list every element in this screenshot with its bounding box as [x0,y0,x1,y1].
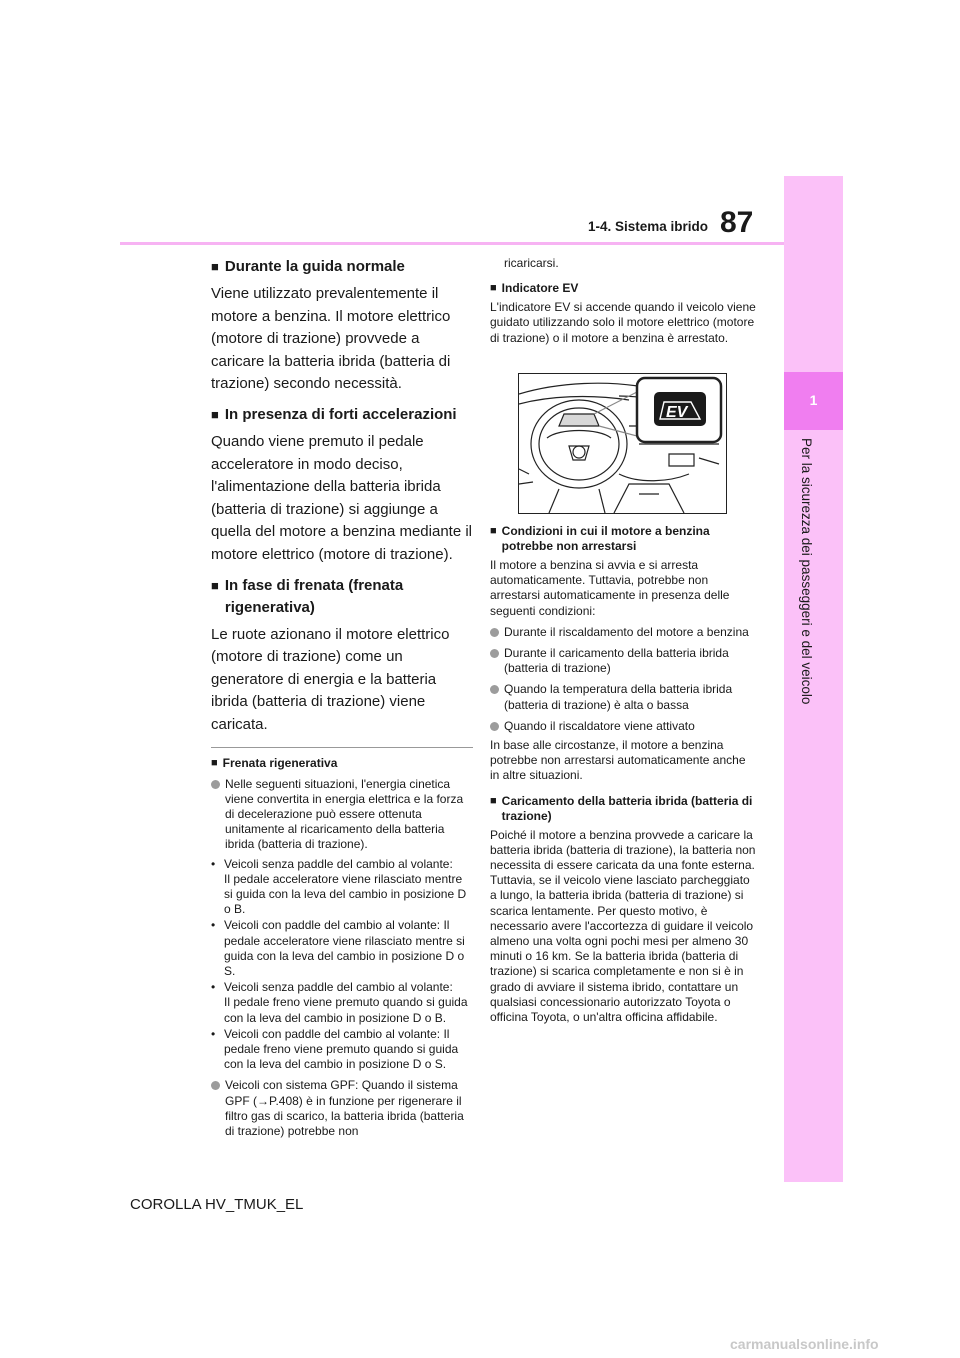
paragraph-engine-not-stopping: Il motore a benzina si avvia e si arresta automaticamente. Tuttavia, potrebbe non arrestarsi automaticamente in presenza delle seguenti condizioni: [490,558,730,618]
paragraph-battery-charging: Poiché il motore a benzina provvede a caricare la batteria ibrida (batteria di trazione), la batteria non necessita di essere caricata da una fonte esterna. Tuttavia, se il veicolo viene lasciato parcheggiato a lungo, la batteria ibrida (batteria di trazione) si scarica lentamente. Per questo motivo, è necessario avere l'accortezza di guidare il veicolo almeno una volta ogni pochi mesi per almeno 30 minuti o 16 km. Se la batteria ibrida (batteria di trazione) si scarica completamente e non si è in grado di avviare il sistema ibrido, contattare un qualsiasi concessionario autorizzato Toyota o officina Toyota, o un'altra officina affidabile. [490,827,756,1025]
paragraph-braking: Le ruote azionano il motore elettrico (motore di trazione) come un generatore di energia e la batteria ibrida (batteria di trazione) viene caricata. [211,625,450,733]
page-number: 87 [720,206,754,239]
continued-text: ricaricarsi. [504,256,559,270]
heading-battery-charging: ■ Caricamento della batteria ibrida (batteria di trazione) [490,793,753,823]
sub-list-item: • Veicoli senza paddle del cambio al volante: Il pedale acceleratore viene rilasciato mentre si guida con la leva del cambio in posizione D o B. [211,856,467,917]
sub-bullet-icon: • [211,918,216,933]
heading-regen-braking: ■ Frenata rigenerativa [211,755,338,770]
sub-bullet-icon: • [211,856,216,871]
dashboard-illustration [519,374,726,513]
square-bullet-icon: ■ [490,794,497,807]
sub-list-item: • Veicoli senza paddle del cambio al volante: Il pedale freno viene premuto quando si guida con la leva del cambio in posizione D o B. [211,980,468,1025]
section-divider [211,747,473,748]
square-bullet-icon: ■ [211,756,218,769]
header-rule [120,242,784,245]
square-bullet-icon: ■ [211,406,219,422]
sub-bullet-icon: • [211,1026,216,1041]
heading-normal-driving: ■ Durante la guida normale [211,256,473,278]
model-footer: COROLLA HV_TMUK_EL [130,1196,304,1213]
right-column-lower [490,516,758,1029]
chapter-number: 1 [809,392,818,408]
right-column [490,252,758,350]
sub-list-item: • Veicoli con paddle del cambio al volante: Il pedale freno viene premuto quando si guida con la leva del cambio in posizione D o S. [211,1026,459,1072]
list-item: Quando la temperatura della batteria ibrida (batteria di trazione) è alta o bassa [490,682,758,712]
dot-bullet-icon [490,685,499,694]
list-item: Durante il caricamento della batteria ibrida (batteria di trazione) [490,646,758,676]
paragraph-strong-acceleration: Quando viene premuto il pedale acceleratore in modo deciso, l'alimentazione della batteria ibrida (batteria di trazione) si aggiunge a quella del motore a benzina mediante il motore elettrico (motore di trazione). [211,432,472,563]
heading-braking: ■ In fase di frenata (frenata rigenerativa) [211,575,473,619]
list-item: Nelle seguenti situazioni, l'energia cinetica viene convertita in energia elettrica e la forza di decelerazione può essere ottenuta unitamente al ricaricamento della batteria ibrida (batteria di trazione). [211,777,473,853]
list-item: Veicoli con sistema GPF: Quando il sistema GPF (→P.408) è in funzione per rigenerare il filtro gas di scarico, la batteria ibrida (batteria di trazione) potrebbe non [211,1078,473,1139]
paragraph-other-situations: In base alle circostanze, il motore a benzina potrebbe non arrestarsi automaticamente anche in altre situazioni. [490,738,746,783]
list-item: Durante il riscaldamento del motore a benzina [490,625,758,640]
list-item: Quando il riscaldatore viene attivato [490,719,758,734]
paragraph-ev-indicator: L'indicatore EV si accende quando il veicolo viene guidato utilizzando solo il motore elettrico (motore di trazione) o il motore a benzina è arrestato. [490,300,756,345]
heading-engine-not-stopping: ■ Condizioni in cui il motore a benzina potrebbe non arrestarsi [490,524,710,553]
dot-bullet-icon [490,722,499,731]
dot-bullet-icon [211,780,220,789]
dot-bullet-icon [490,649,499,658]
square-bullet-icon: ■ [211,259,219,274]
sub-bullet-icon: • [211,980,216,995]
square-bullet-icon: ■ [211,577,219,593]
left-column [211,252,473,1143]
heading-strong-acceleration: ■ In presenza di forti accelerazioni [211,404,473,426]
heading-ev-indicator: ■ Indicatore EV [490,281,579,296]
dot-bullet-icon [211,1081,220,1090]
dashboard-figure [518,373,727,514]
dot-bullet-icon [490,628,499,637]
sub-list-item: • Veicoli con paddle del cambio al volante: Il pedale acceleratore viene rilasciato mentre si guida con la leva del cambio in posizione D o S. [211,918,465,978]
ev-badge-label: EV [666,404,688,421]
square-bullet-icon: ■ [490,282,497,295]
section-title: 1-4. Sistema ibrido [588,219,709,234]
chapter-title: Per la sicurezza dei passeggeri e del veicolo [799,438,814,705]
square-bullet-icon: ■ [490,525,497,537]
paragraph-normal-driving: Viene utilizzato prevalentemente il motore a benzina. Il motore elettrico (motore di trazione) provvede a caricare la batteria ibrida (batteria di trazione) secondo necessità. [211,285,451,393]
watermark: carmanualsonline.info [730,1336,879,1352]
